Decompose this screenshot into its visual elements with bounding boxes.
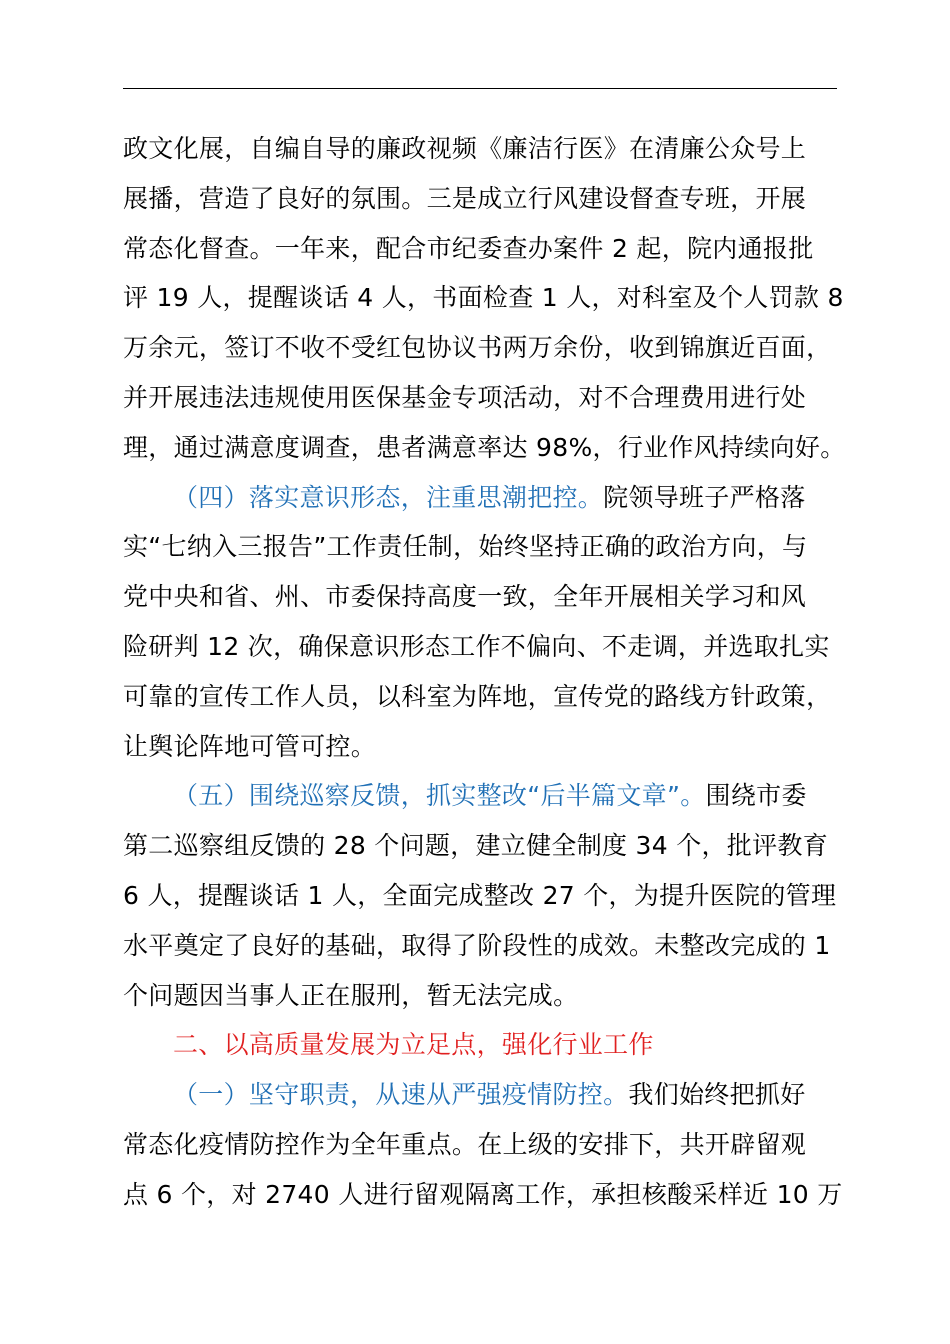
section-heading-text: 二、以高质量发展为立足点，强化行业工作: [173, 1030, 654, 1060]
text-line-first: [123, 1070, 837, 1120]
subheading-four: （四）落实意识形态，注重思潮把控。: [173, 482, 604, 512]
text-line: 水平奠定了良好的基础，取得了阶段性的成效。未整改完成的 1: [123, 930, 831, 960]
text-line: 常态化疫情防控作为全年重点。在上级的安排下，共开辟留观: [123, 1129, 807, 1159]
text-line: 实“七纳入三报告”工作责任制，始终坚持正确的政治方向，与: [123, 532, 808, 562]
paragraph-inspection: [123, 771, 837, 1020]
text-line: 险研判 12 次，确保意识形态工作不偏向、不走调，并选取扎实: [123, 631, 830, 661]
text-fragment: 围绕市委: [705, 781, 807, 811]
text-line: 可靠的宣传工作人员，以科室为阵地，宣传党的路线方针政策，: [123, 681, 832, 711]
text-line: 个问题因当事人正在服刑，暂无法完成。: [123, 980, 579, 1010]
document-body: [123, 124, 846, 1220]
text-line: 政文化展，自编自导的廉政视频《廉洁行医》在清廉公众号上: [123, 134, 807, 163]
header-rule: [123, 88, 837, 89]
paragraph-epidemic: [123, 1070, 843, 1219]
text-line: 并开展违法违规使用医保基金专项活动，对不合理费用进行处: [123, 382, 807, 412]
text-fragment: 我们始终把抓好: [628, 1080, 806, 1110]
subheading-five: （五）围绕巡察反馈，抓实整改“后半篇文章”。: [173, 781, 706, 811]
text-line: 常态化督查。一年来，配合市纪委查办案件 2 起，院内通报批: [123, 233, 814, 263]
section-heading-two: [123, 1020, 837, 1070]
text-line: 6 人，提醒谈话 1 人，全面完成整改 27 个，为提升医院的管理: [123, 880, 837, 910]
text-fragment: 院领导班子严格落: [603, 482, 806, 512]
text-line-first: [123, 771, 837, 821]
text-line: 万余元，签订不收不受红包协议书两万余份，收到锦旗近百面，: [123, 333, 832, 363]
text-line-first: [123, 473, 837, 523]
paragraph-continuation: [123, 124, 846, 473]
text-line: 第二巡察组反馈的 28 个问题，建立健全制度 34 个，批评教育: [123, 831, 829, 861]
text-line: 评 19 人，提醒谈话 4 人，书面检查 1 人，对科室及个人罚款 8: [123, 283, 844, 313]
text-line: 理，通过满意度调查，患者满意率达 98%，行业作风持续向好。: [123, 432, 846, 462]
text-line: 让舆论阵地可管可控。: [123, 731, 377, 761]
subheading-one: （一）坚守职责，从速从严强疫情防控。: [173, 1080, 629, 1110]
paragraph-ideology: [123, 473, 837, 772]
text-line: 点 6 个，对 2740 人进行留观隔离工作，承担核酸采样近 10 万: [123, 1179, 843, 1209]
text-line: 党中央和省、州、市委保持高度一致，全年开展相关学习和风: [123, 582, 807, 612]
text-line: 展播，营造了良好的氛围。三是成立行风建设督查专班，开展: [123, 183, 807, 213]
